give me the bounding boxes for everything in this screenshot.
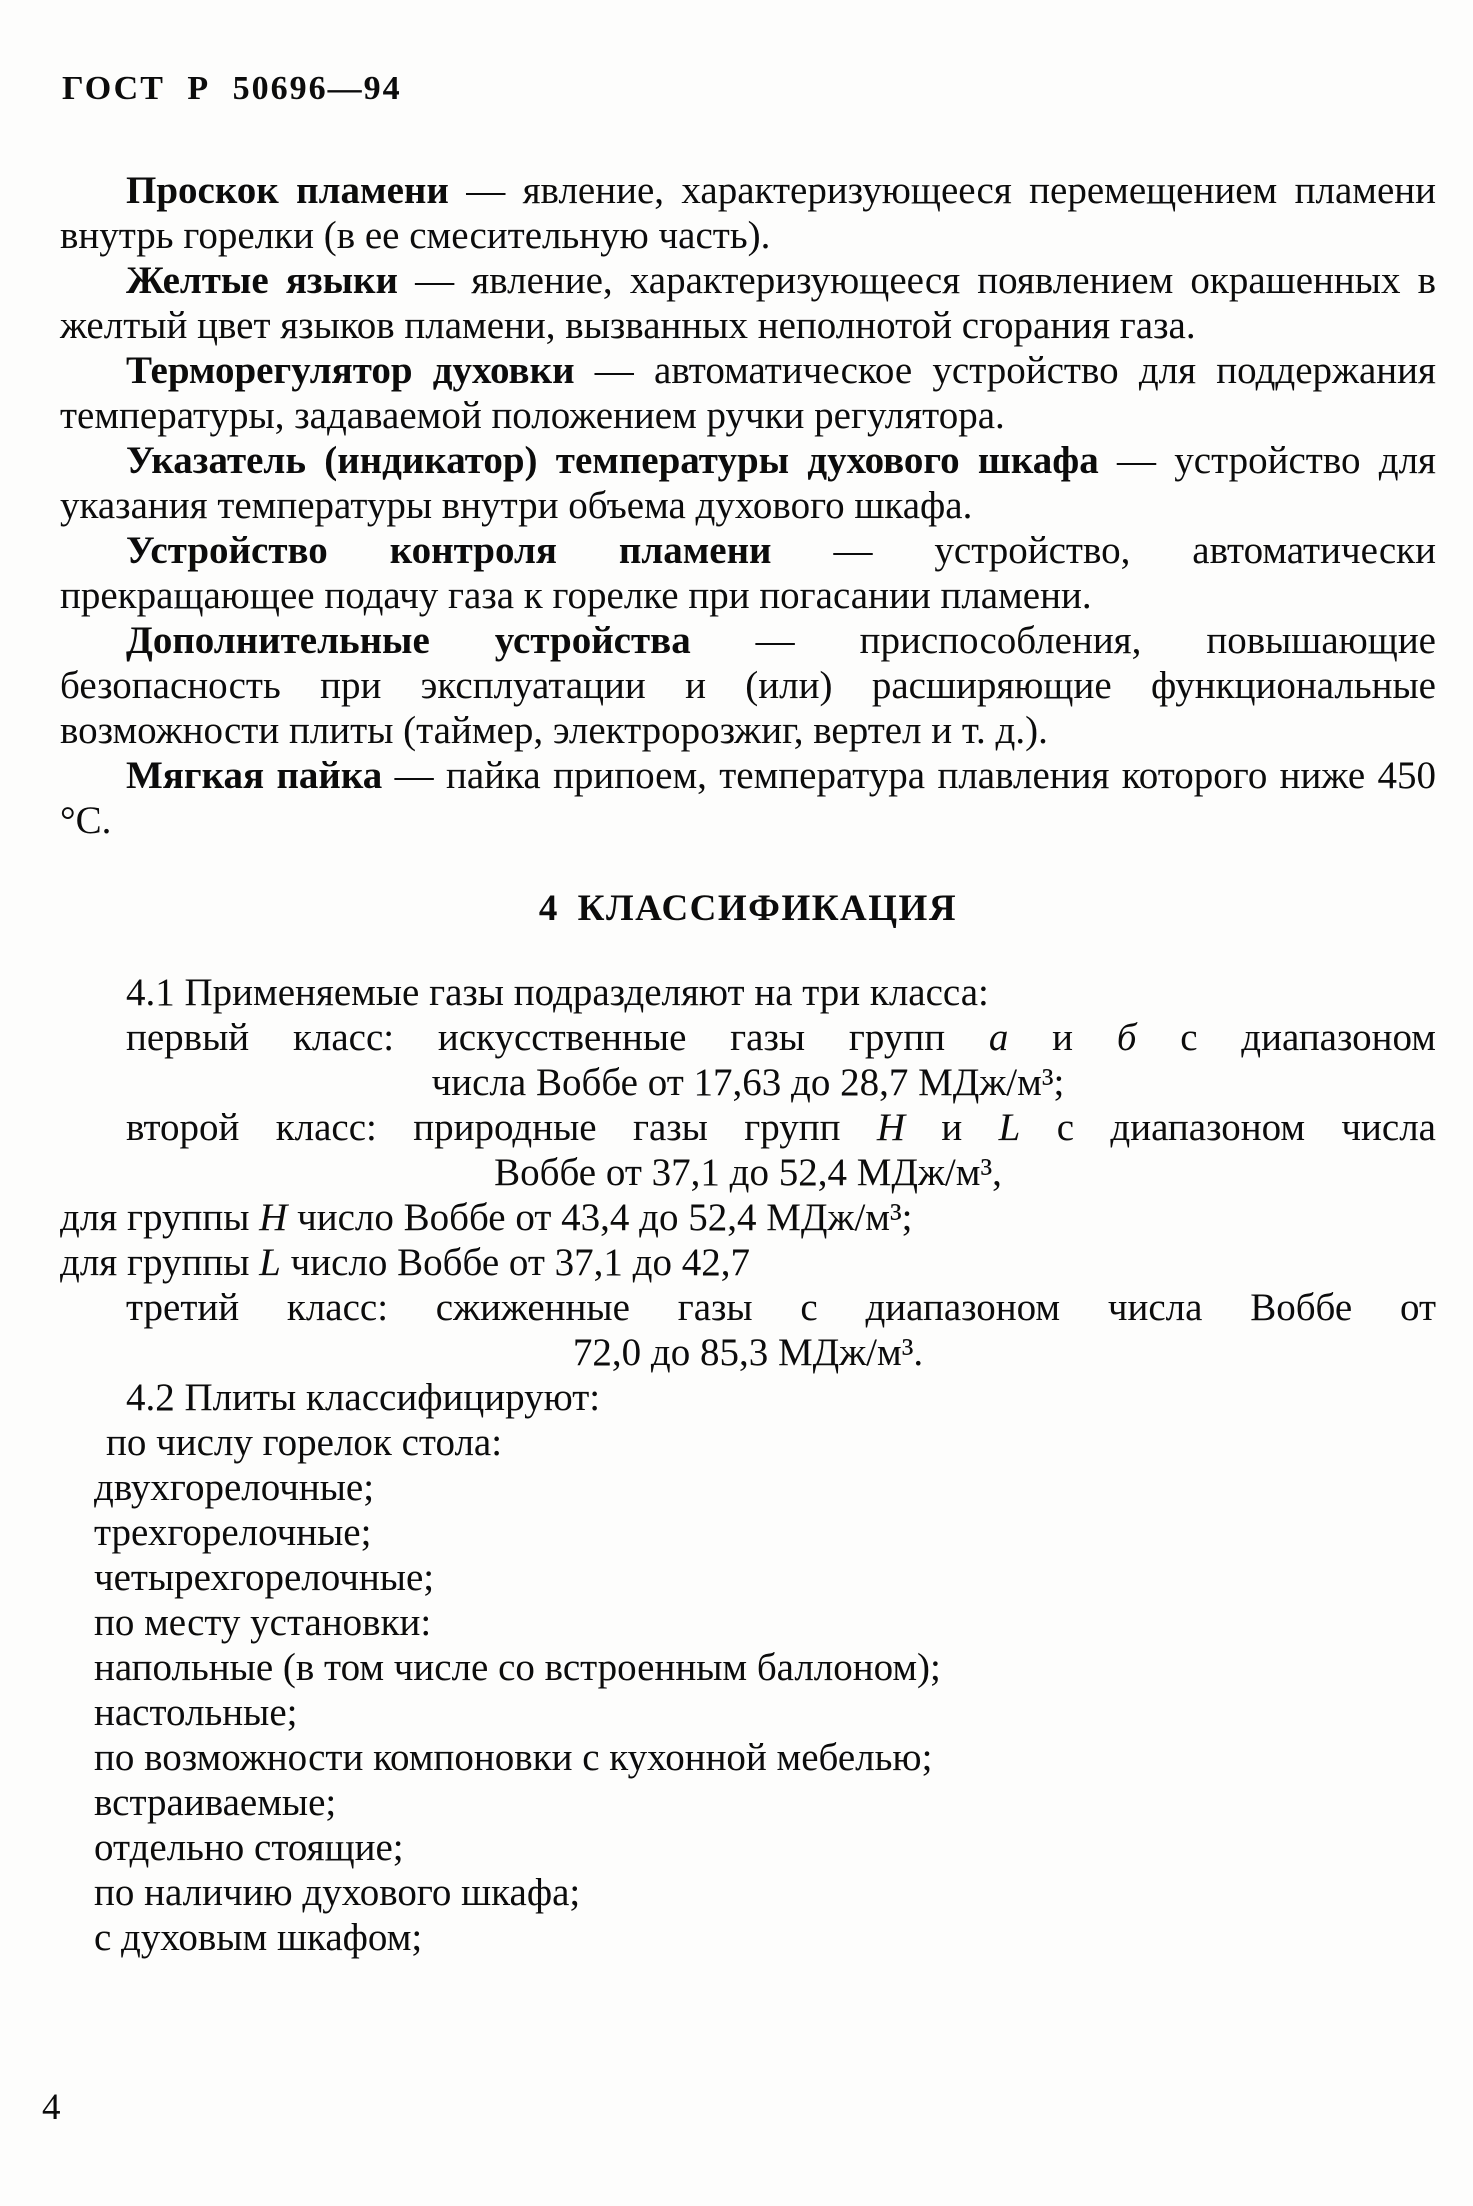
clause-text: 4.1 Применяемые газы подразделяют на три класса:: [126, 971, 989, 1014]
definition-term: Желтые языки: [126, 259, 398, 302]
definition-term: Проскок пламени: [126, 169, 449, 212]
list-item-text: по месту установки:: [94, 1601, 432, 1644]
definition-zheltye-yazyki: [60, 258, 1436, 348]
list-item-text: двухгорелочные;: [94, 1466, 375, 1509]
clause-4-1-group-l: [60, 1240, 1436, 1285]
clause-text: 4.2 Плиты классифицируют:: [126, 1376, 601, 1419]
clause-text: и: [905, 1106, 999, 1149]
standard-number: ГОСТ Р 50696—94: [62, 70, 402, 107]
clause-4-1-first-range: [60, 1060, 1436, 1105]
section-4-heading: 4 КЛАССИФИКАЦИЯ: [538, 888, 958, 929]
wobbe-range: числа Воббе от 17,63 до 28,7 МДж/м³;: [431, 1061, 1065, 1104]
list-item: [60, 1645, 1436, 1690]
clause-4-1-group-h: [60, 1195, 1436, 1240]
list-item: [60, 1510, 1436, 1555]
list-item-text: напольные (в том числе со встроенным баллоном);: [94, 1646, 941, 1689]
list-item-text: настольные;: [94, 1691, 298, 1734]
list-item-text: отдельно стоящие;: [94, 1826, 404, 1869]
clause-4-1-third-class: [60, 1285, 1436, 1330]
clause-text: с диапазоном: [1136, 1016, 1436, 1059]
list-item-text: с духовым шкафом;: [94, 1916, 423, 1959]
list-item-text: трехгорелочные;: [94, 1511, 372, 1554]
list-item: [60, 1600, 1436, 1645]
definition-text: — автоматическое устройство для поддержания температуры, задаваемой положением ручки регулятора.: [60, 349, 1436, 437]
wobbe-range: 72,0 до 85,3 МДж/м³.: [572, 1331, 924, 1374]
clause-text: третий класс: сжиженные газы с диапазоном числа Воббе от: [126, 1286, 1436, 1329]
clause-text: первый класс: искусственные газы групп: [126, 1016, 989, 1059]
list-item: [60, 1465, 1436, 1510]
clause-4-1-second-class: [60, 1105, 1436, 1150]
definition-term: Устройство контроля пламени: [126, 529, 772, 572]
list-item-text: по наличию духового шкафа;: [94, 1871, 581, 1914]
definition-text: — явление, характеризующееся перемещением пламени внутрь горелки (в ее смесительную часть).: [60, 169, 1436, 257]
gas-group-letter: Н: [876, 1106, 906, 1149]
definition-proskok-plameni: [60, 168, 1436, 258]
clause-4-1-third-range: [60, 1330, 1436, 1375]
list-item: [60, 1780, 1436, 1825]
definition-term: Дополнительные устройства: [126, 619, 691, 662]
definition-term: Указатель (индикатор) температуры духового шкафа: [126, 439, 1099, 482]
list-item-text: четырехгорелочные;: [94, 1556, 435, 1599]
page-number: 4: [42, 2087, 61, 2128]
clause-4-2-intro: [60, 1375, 1436, 1420]
list-item: [60, 1420, 1436, 1465]
list-item: [60, 1690, 1436, 1735]
definition-dopolnitelnye-ustroystva: [60, 618, 1436, 753]
definition-term: Мягкая пайка: [126, 754, 383, 797]
wobbe-range: Воббе от 37,1 до 52,4 МДж/м³,: [494, 1151, 1002, 1194]
definition-termoregulyator: [60, 348, 1436, 438]
definition-text: — пайка припоем, температура плавления которого ниже 450 °С.: [60, 754, 1437, 842]
definition-term: Терморегулятор духовки: [126, 349, 575, 392]
definition-ukazatel-temperatury: [60, 438, 1436, 528]
list-item-text: встраиваемые;: [94, 1781, 337, 1824]
gas-group-letter: L: [998, 1106, 1021, 1149]
clause-text: для группы: [60, 1241, 260, 1284]
gas-group-letter: а: [988, 1016, 1009, 1059]
document-body: [60, 168, 1436, 1960]
clause-4-1-intro: [60, 970, 1436, 1015]
definition-text: — явление, характеризующееся появлением окрашенных в желтый цвет языков пламени, вызванных неполнотой сгорания газа.: [60, 259, 1437, 347]
clause-text: число Воббе от 43,4 до 52,4 МДж/м³;: [287, 1196, 913, 1239]
clause-text: число Воббе от 37,1 до 42,7: [280, 1241, 750, 1284]
list-item: [60, 1915, 1436, 1960]
list-item-text: по числу горелок стола:: [106, 1421, 503, 1464]
clause-text: и: [1008, 1016, 1117, 1059]
definition-myagkaya-payka: [60, 753, 1436, 843]
clause-text: с диапазоном числа: [1020, 1106, 1436, 1149]
definition-text: — приспособления, повышающие безопасность при эксплуатации и (или) расширяющие функциональные возможности плиты (таймер, электророзжиг, вертел и т. д.).: [60, 619, 1436, 752]
definition-text: — устройство для указания температуры внутри объема духового шкафа.: [60, 439, 1436, 527]
definition-ustroystvo-kontrolya: [60, 528, 1436, 618]
list-item: [60, 1735, 1436, 1780]
gas-group-letter: L: [259, 1241, 281, 1284]
list-item: [60, 1870, 1436, 1915]
gas-group-letter: б: [1116, 1016, 1137, 1059]
clause-text: для группы: [60, 1196, 260, 1239]
definition-text: — устройство, автоматически прекращающее подачу газа к горелке при погасании пламени.: [60, 529, 1436, 617]
list-item-text: по возможности компоновки с кухонной мебелью;: [94, 1736, 933, 1779]
gas-group-letter: Н: [259, 1196, 288, 1239]
list-item: [60, 1555, 1436, 1600]
list-item: [60, 1825, 1436, 1870]
clause-text: второй класс: природные газы групп: [126, 1106, 877, 1149]
clause-4-1-first-class: [60, 1015, 1436, 1060]
clause-4-1-second-range: [60, 1150, 1436, 1195]
